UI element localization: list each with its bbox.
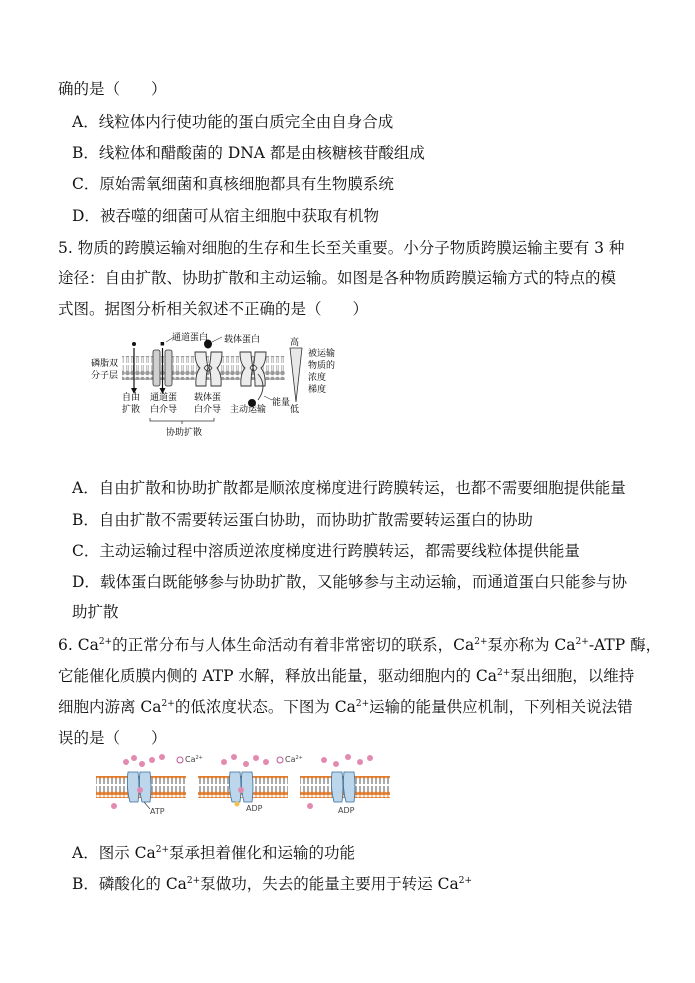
q4-stem-end: 确的是（ ）: [58, 80, 167, 98]
pump-panel-2-right: [241, 772, 253, 802]
pump-panel-1-left: [127, 772, 139, 802]
q6-stem-line-2: 它能催化质膜内侧的 ATP 水解，释放出能量，驱动细胞内的 $Ca^{2+}$泵出细胞，以维持: [58, 667, 635, 685]
q4-option-c: C．原始需氧细菌和真核细胞都具有生物膜系统: [72, 175, 394, 193]
svg-text:磷脂双: 磷脂双: [91, 359, 119, 369]
q6-option-a: A．图示 $Ca^{2+}$泵承担着催化和运输的功能: [72, 844, 356, 862]
svg-text:ADP: ADP: [246, 804, 263, 813]
pump-panel-3-left: [331, 772, 343, 802]
channel-protein-left: [153, 350, 160, 386]
svg-text:白介导: 白介导: [150, 405, 178, 415]
q5-option-d: D．载体蛋白既能够参与协助扩散，又能够参与主动运输，而通道蛋白只能参与协: [72, 573, 627, 591]
svg-text:通道蛋白: 通道蛋白: [172, 333, 209, 343]
svg-text:载体蛋: 载体蛋: [194, 393, 222, 403]
channel-protein-right: [165, 350, 172, 386]
svg-text:ATP: ATP: [150, 807, 165, 816]
svg-text:能量: 能量: [272, 398, 291, 408]
facilitated-bracket: [150, 418, 214, 421]
svg-text:ADP: ADP: [338, 806, 355, 815]
q4-option-d: D．被吞噬的细菌可从宿主细胞中获取有机物: [72, 207, 379, 225]
q6-stem-line-4: 误的是（ ）: [58, 729, 167, 747]
q6-option-b: B．磷酸化的 $Ca^{2+}$泵做功，失去的能量主要用于转运 $Ca^{2+}$: [72, 875, 473, 893]
gradient-arrow: [290, 348, 302, 402]
phosphate-group: [235, 802, 240, 807]
pump-panel-2-left: [229, 772, 241, 802]
q5-option-b: B．自由扩散不需要转运蛋白协助，而协助扩散需要转运蛋白的协助: [72, 511, 533, 529]
svg-text:通道蛋: 通道蛋: [150, 393, 178, 403]
svg-text:白介导: 白介导: [194, 405, 222, 415]
free-molecule-dot: [132, 342, 136, 346]
pump-panel-1-right: [139, 772, 151, 802]
svg-text:梯度: 梯度: [308, 385, 327, 395]
svg-text:被运输: 被运输: [308, 349, 336, 359]
svg-text:低: 低: [290, 405, 300, 415]
svg-text:Ca2+: $Ca^{2+}$: [185, 755, 203, 764]
ca-ion-bound-1: [137, 787, 143, 793]
svg-text:高: 高: [290, 338, 300, 348]
q4-option-a: A．线粒体内行使功能的蛋白质完全由自身合成: [72, 113, 394, 131]
pump-panel-3-right: [343, 772, 355, 802]
q5-stem-line-2: 途径：自由扩散、协助扩散和主动运输。如图是各种物质跨膜运输方式的特点的模: [58, 269, 617, 287]
svg-text:自由: 自由: [122, 393, 141, 403]
q5-stem-line-3: 式图。据图分析相关叙述不正确的是（ ）: [58, 300, 369, 318]
svg-text:扩散: 扩散: [122, 405, 141, 415]
svg-text:Ca2+: $Ca^{2+}$: [285, 755, 303, 764]
q5-option-d-continued: 助扩散: [72, 603, 119, 621]
q6-stem-line-1: 6. $Ca^{2+}$的正常分布与人体生命活动有着非常密切的联系，$Ca^{2+}$泵亦称为 $Ca^{2+}$-ATP 酶，: [58, 636, 662, 654]
calcium-pump-figure: [94, 752, 394, 816]
q6-stem-line-3: 细胞内游离 $Ca^{2+}$的低浓度状态。下图为 $Ca^{2+}$运输的能量供应机制，下列相关说法错: [58, 698, 633, 716]
svg-text:主动运输: 主动运输: [230, 405, 267, 415]
svg-text:载体蛋白: 载体蛋白: [224, 335, 261, 345]
ca-ion-bound-2: [238, 787, 244, 793]
membrane-transport-figure: [90, 328, 350, 440]
svg-text:协助扩散: 协助扩散: [166, 428, 203, 438]
svg-text:浓度: 浓度: [308, 373, 327, 383]
svg-text:分子层: 分子层: [91, 371, 119, 381]
q4-option-b: B．线粒体和醋酸菌的 DNA 都是由核糖核苷酸组成: [72, 144, 425, 162]
svg-text:物质的: 物质的: [308, 361, 336, 371]
q5-option-a: A．自由扩散和协助扩散都是顺浓度梯度进行跨膜转运，也都不需要细胞提供能量: [72, 479, 626, 497]
q5-stem-line-1: 5. 物质的跨膜运输对细胞的生存和生长至关重要。小分子物质跨膜运输主要有 3 种: [58, 239, 625, 257]
q5-option-c: C．主动运输过程中溶质逆浓度梯度进行跨膜转运，都需要线粒体提供能量: [72, 542, 580, 560]
